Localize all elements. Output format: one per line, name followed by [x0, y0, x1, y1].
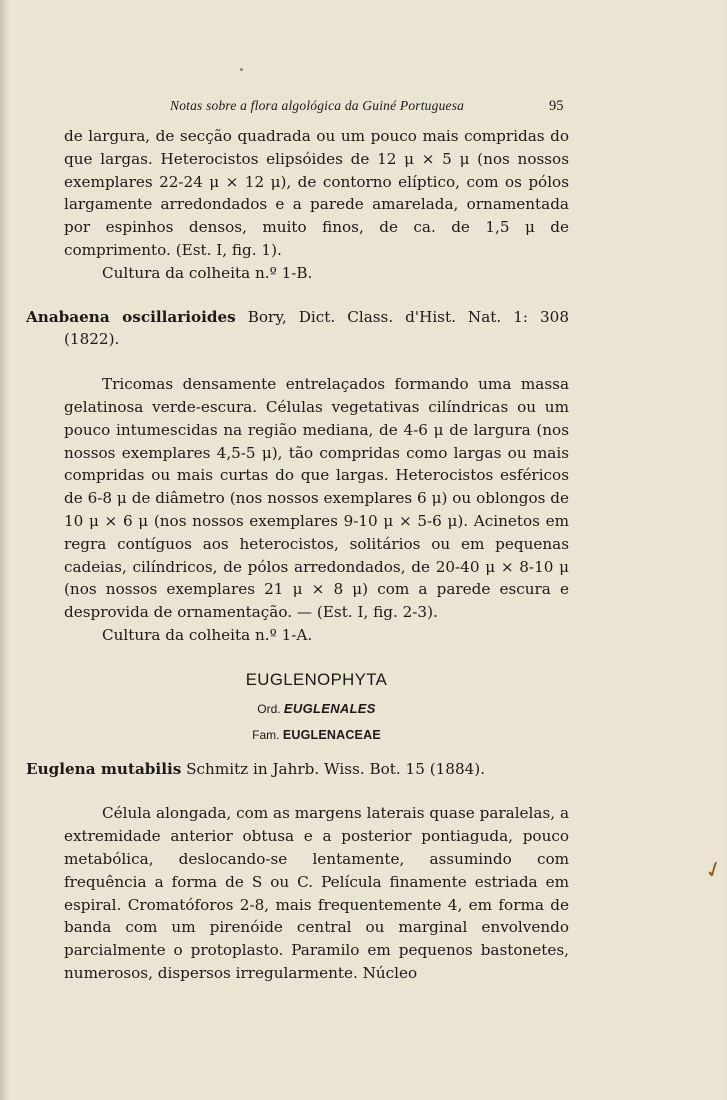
species-name: Euglena mutabilis: [26, 759, 182, 778]
species-entry-euglena: [26, 758, 569, 781]
order-name: EUGLENALES: [283, 700, 376, 716]
species-reference: Schmitz in Jahrb. Wiss. Bot. 15 (1884).: [181, 759, 486, 778]
paragraph-anabaena-description: Tricomas densamente entrelaçados formando uma massa gelatinosa verde-escura. Células vegetativas cilíndricas ou um pouco intumescidas na região mediana, de 4-6 μ de largura (nos nossos exemplares 4,5-5 μ), tão compridas como largas ou mais compridas ou mais curtas do que largas. Heterocistos esféricos de 6-8 μ de diâmetro (nos nossos exemplares 6 μ) ou oblongos de 10 μ × 6 μ (nos nossos exemplares 9-10 μ × 5-6 μ). Acinetos em regra contíguos aos heterocistos, solitários ou em pequenas cadeias, cilíndricos, de pólos arredondados, de 20-40 μ × 8-10 μ (nos nossos exemplares 21 μ × 8 μ) com a parede escura e desprovida de ornamentação. — (Est. I, fig. 2-3).: [64, 375, 569, 622]
pencil-checkmark-icon: ✓: [701, 855, 727, 886]
page-binding-shadow: [0, 0, 9, 1100]
order-prefix: Ord.: [257, 701, 284, 716]
running-head: Notas sobre a flora algológica da Guiné Portuguesa: [170, 98, 465, 113]
species-entry-anabaena: [26, 306, 569, 352]
species-name: Anabaena oscillarioides: [26, 307, 236, 326]
paragraph-euglena-description: Célula alongada, com as margens laterais quase paralelas, a extremidade anterior obtusa e a posterior pontiaguda, pouco metabólica, deslocando-se lentamente, assumindo com frequência a forma de S ou C. Película finamente estriada em espiral. Cromatóforos 2-8, mais frequentemente 4, em forma de banda com um pirenóide central ou marginal envolvendo parcialmente o protoplasto. Paramilo em pequenos bastonetes, numerosos, dispersos irregularmente. Núcleo: [64, 804, 569, 982]
page-number: 95: [549, 98, 564, 114]
culture-note-1b: Cultura da colheita n.º 1-B.: [102, 263, 313, 282]
culture-note-1a: Cultura da colheita n.º 1-A.: [102, 625, 313, 644]
page-body: [26, 125, 569, 985]
family-name: EUGLENACEAE: [282, 727, 381, 742]
order-heading: [64, 700, 569, 718]
family-heading: [64, 726, 569, 744]
paragraph-continued-description: de largura, de secção quadrada ou um pouco mais compridas do que largas. Heterocistos elipsóides de 12 μ × 5 μ (nos nossos exemplares 22-24 μ × 12 μ), de contorno elíptico, com os pólos largamente arredondados e a parede amarelada, ornamentada por espinhos densos, muito finos, de ca. de 1,5 μ de comprimento. (Est. I, fig. 1).: [64, 127, 569, 259]
species-reference: Bory, Dict. Class. d'Hist. Nat. 1: 308 (1822).: [64, 307, 569, 349]
family-prefix: Fam.: [252, 727, 283, 742]
paper-speck: [240, 68, 243, 71]
division-heading: EUGLENOPHYTA: [245, 669, 388, 689]
